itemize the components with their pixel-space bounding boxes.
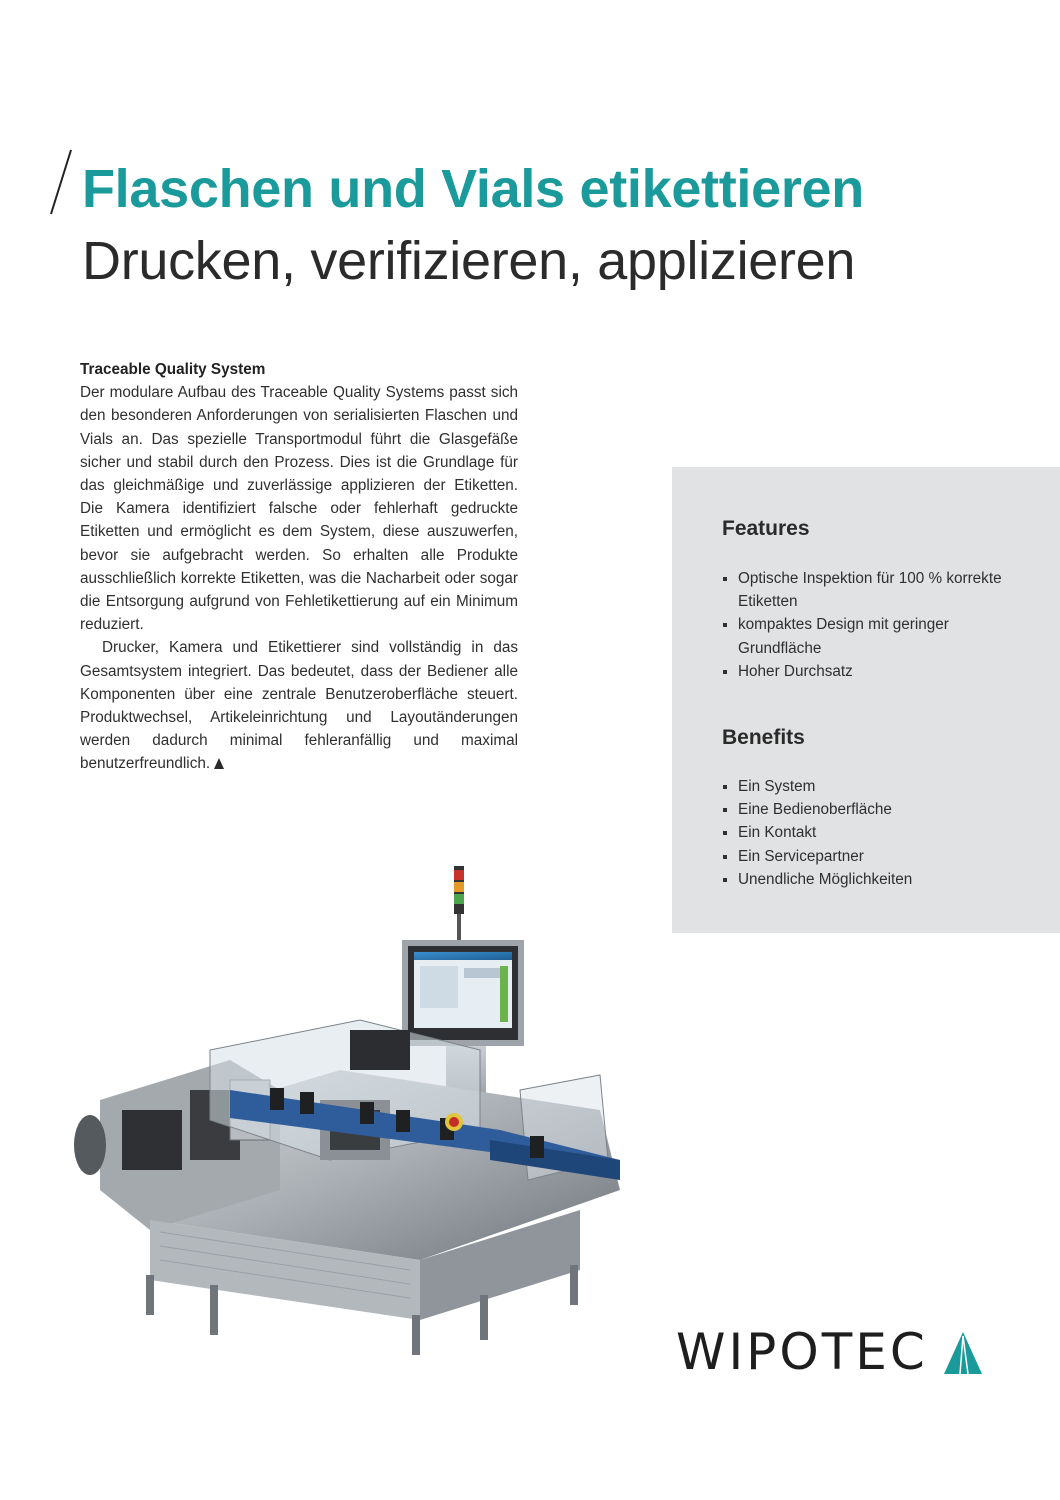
- logo-text: WIPOTEC: [676, 1323, 928, 1381]
- list-item: Ein System: [722, 775, 1022, 798]
- features-list: [722, 567, 1022, 683]
- list-item: Ein Kontakt: [722, 821, 1022, 844]
- article-body: [80, 358, 518, 776]
- logo-triangle-icon: [944, 1332, 982, 1374]
- labeling-machine-image: [60, 860, 630, 1360]
- page-subtitle: Drucken, verifizieren, applizieren: [82, 231, 856, 291]
- article-paragraph-2-text: Drucker, Kamera und Etikettierer sind vollständig in das Gesamtsystem integriert. Das bedeutet, dass der Bediener alle Komponenten über eine zentrale Benutzeroberfläche steuert. Produktwechsel, Artikeleinrichtung und Layoutänderungen werden dadurch minimal fehleranfällig und maximal benutzerfreundlich.: [80, 639, 518, 773]
- wipotec-logo: [676, 1323, 986, 1381]
- benefits-list: [722, 775, 1022, 891]
- list-item: kompaktes Design mit geringer Grundfläche: [722, 613, 1022, 659]
- list-item: Unendliche Möglichkeiten: [722, 868, 1022, 891]
- article-paragraph-2: [80, 636, 518, 775]
- end-of-article-icon: [214, 758, 224, 769]
- list-item: Eine Bedienoberfläche: [722, 798, 1022, 821]
- features-benefits-box: [672, 467, 1060, 933]
- article-heading: Traceable Quality System: [80, 361, 266, 378]
- page-title: Flaschen und Vials etikettieren: [82, 159, 864, 219]
- list-item: Hoher Durchsatz: [722, 660, 1022, 683]
- title-slash-mark: [43, 148, 79, 216]
- features-heading: Features: [722, 517, 810, 540]
- list-item: Optische Inspektion für 100 % korrekte Etiketten: [722, 567, 1022, 613]
- benefits-heading: Benefits: [722, 726, 805, 749]
- list-item: Ein Servicepartner: [722, 845, 1022, 868]
- article-paragraph-1: Der modulare Aufbau des Traceable Quality Systems passt sich den besonderen Anforderungen von serialisierten Flaschen und Vials an. Das spezielle Transportmodul führt die Glasgefäße sicher und stabil durch den Prozess. Dies ist die Grundlage für das gleichmäßige und zuverlässige applizieren der Etiketten. Die Kamera identifiziert falsche oder fehlerhaft gedruckte Etiketten und ermöglicht es dem System, diese auszuwerfen, bevor sie aufgebracht werden. So erhalten alle Produkte ausschließlich korrekte Etiketten, was die Nacharbeit oder sogar die Entsorgung aufgrund von Fehletikettierung auf ein Minimum reduziert.: [80, 384, 518, 634]
